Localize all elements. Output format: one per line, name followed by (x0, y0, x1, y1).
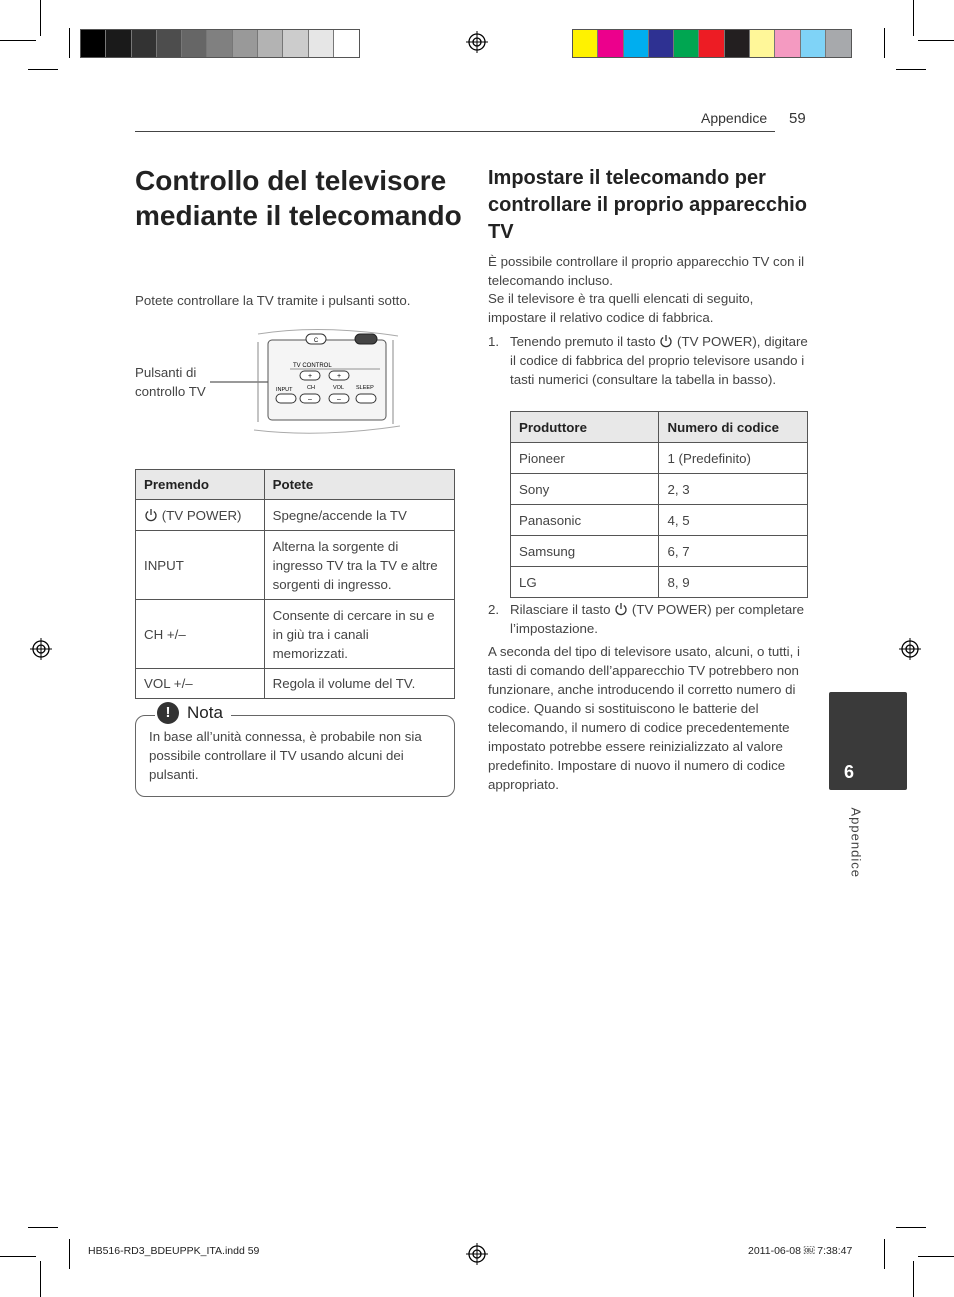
step-2 (488, 600, 810, 638)
paragraph: A seconda del tipo di televisore usato, alcuni, o tutti, i tasti di comando dell’apparecchio TV potrebbero non funzionare, anche introducendo il corretto numero di codice. Quando si sostituiscono le batterie del telecomando, il numero di codice precedentemente impostato potrebbe essere reinizializzato al valore predefinito. Impostare di nuovo il numero di codice appropriato. (488, 644, 800, 792)
footer-file: HB516-RD3_BDEUPPK_ITA.indd 59 (88, 1245, 260, 1257)
tv-control-table (135, 469, 455, 699)
color-swatch (649, 30, 674, 57)
color-swatch (132, 30, 157, 57)
crop-mark (0, 40, 36, 41)
note-text: In base all’unità connessa, è probabile non sia possibile controllare il TV usando alcuni dei pulsanti. (149, 729, 422, 782)
crop-mark (913, 0, 914, 36)
remote-label-input: INPUT (276, 387, 293, 393)
page-number: 59 (789, 110, 806, 127)
section-title: Impostare il telecomando per controllare il proprio apparecchio TV (488, 167, 807, 243)
table-value: Spegne/accende la TV (264, 500, 454, 531)
header-rule (135, 131, 775, 132)
color-swatch (750, 30, 775, 57)
table-header: Premendo (136, 470, 265, 500)
vol-minus-label: – (337, 396, 341, 404)
color-swatch (233, 30, 258, 57)
page-title: Controllo del televisore mediante il telecomando (135, 165, 462, 231)
table-header: Potete (264, 470, 454, 500)
crop-mark (69, 1239, 70, 1269)
crop-mark (28, 1227, 58, 1228)
color-swatch (699, 30, 724, 57)
note-heading (155, 702, 231, 724)
crop-mark (896, 69, 926, 70)
registration-mark-icon (466, 31, 488, 53)
crop-mark (28, 69, 58, 70)
remote-label-sleep: SLEEP (356, 385, 374, 391)
step-number: 1. (488, 334, 500, 349)
code-cell: 4, 5 (659, 505, 808, 536)
ch-plus-label: + (307, 373, 313, 380)
table-value: Regola il volume del TV. (264, 669, 454, 699)
table-header: Numero di codice (659, 412, 808, 443)
note-label: Nota (187, 703, 223, 722)
registration-mark-icon (30, 638, 52, 660)
color-swatch (309, 30, 334, 57)
manufacturer-code-table (510, 411, 808, 598)
table-row (511, 536, 808, 567)
color-swatch (106, 30, 131, 57)
crop-mark (0, 1256, 36, 1257)
crop-mark (40, 1261, 41, 1297)
figure-callout: Pulsanti di controllo TV (135, 365, 206, 399)
table-row (511, 567, 808, 598)
code-cell: 6, 7 (659, 536, 808, 567)
code-cell: 2, 3 (659, 474, 808, 505)
color-swatch (258, 30, 283, 57)
remote-label-vol: VOL (333, 385, 345, 391)
color-swatch (674, 30, 699, 57)
color-swatch (573, 30, 598, 57)
step-number: 2. (488, 602, 500, 617)
exclamation-icon: ! (157, 702, 179, 724)
crop-mark (69, 28, 70, 58)
remote-group-label: TV CONTROL (293, 363, 332, 369)
footer-datetime: 2011-06-08 ￼ 7:38:47 (748, 1245, 853, 1257)
chapter-number: 6 (844, 762, 855, 782)
crop-mark (918, 40, 954, 41)
color-swatch (182, 30, 207, 57)
table-value: Alterna la sorgente di ingresso TV tra la TV e altre sorgenti di ingresso. (264, 531, 454, 600)
color-swatch (81, 30, 106, 57)
registration-mark-icon (466, 1243, 488, 1265)
intro-text: Potete controllare la TV tramite i pulsanti sotto. (135, 293, 411, 308)
table-row (136, 669, 455, 699)
color-bar (572, 29, 852, 58)
table-row (136, 531, 455, 600)
code-cell: 1 (Predefinito) (659, 443, 808, 474)
grayscale-bar (80, 29, 360, 58)
table-key: VOL +/– (136, 669, 265, 699)
color-swatch (157, 30, 182, 57)
remote-label-ch: CH (307, 385, 315, 391)
table-row (136, 500, 455, 531)
c-key-label: C (313, 338, 319, 344)
color-swatch (775, 30, 800, 57)
color-swatch (598, 30, 623, 57)
paragraph: Se il televisore è tra quelli elencati di seguito, impostare il relativo codice di fabbrica. (488, 291, 754, 325)
color-swatch (826, 30, 851, 57)
color-swatch (207, 30, 232, 57)
color-swatch (725, 30, 750, 57)
paragraph: È possibile controllare il proprio apparecchio TV con il telecomando incluso. (488, 254, 805, 288)
color-swatch (334, 30, 359, 57)
crop-mark (913, 1261, 914, 1297)
table-key: CH +/– (136, 600, 265, 669)
table-row (511, 505, 808, 536)
crop-mark (896, 1227, 926, 1228)
manufacturer-cell: Pioneer (511, 443, 659, 474)
manufacturer-cell: LG (511, 567, 659, 598)
table-row (511, 474, 808, 505)
table-row (136, 600, 455, 669)
ch-minus-label: – (308, 396, 312, 404)
power-icon (659, 334, 673, 348)
power-icon (144, 508, 158, 522)
running-head-section: Appendice (701, 110, 768, 126)
table-value: Consente di cercare in su e in giù tra i canali memorizzati. (264, 600, 454, 669)
table-key: INPUT (136, 531, 265, 600)
step-text: Rilasciare il tasto (510, 602, 611, 617)
vol-plus-label: + (336, 373, 342, 380)
crop-mark (40, 0, 41, 36)
color-swatch (801, 30, 826, 57)
chapter-tab (829, 692, 907, 790)
step-text: Tenendo premuto il tasto (510, 334, 656, 349)
crop-mark (884, 1239, 885, 1269)
manufacturer-cell: Samsung (511, 536, 659, 567)
chapter-label: Appendice (848, 807, 864, 878)
step-1 (488, 332, 810, 389)
manufacturer-cell: Sony (511, 474, 659, 505)
color-swatch (283, 30, 308, 57)
crop-mark (884, 28, 885, 58)
manufacturer-cell: Panasonic (511, 505, 659, 536)
remote-control-illustration (210, 326, 400, 436)
power-icon (614, 602, 628, 616)
table-header: Produttore (511, 412, 659, 443)
registration-mark-icon (899, 638, 921, 660)
step-text: (TV POWER) per completare l’impostazione. (510, 602, 805, 636)
table-row (511, 443, 808, 474)
color-swatch (624, 30, 649, 57)
code-cell: 8, 9 (659, 567, 808, 598)
step-text: (TV POWER), digitare il codice di fabbrica del proprio televisore usando i tasti numerici (consultare la tabella in basso). (510, 334, 808, 387)
crop-mark (918, 1256, 954, 1257)
table-key: (TV POWER) (161, 507, 242, 523)
